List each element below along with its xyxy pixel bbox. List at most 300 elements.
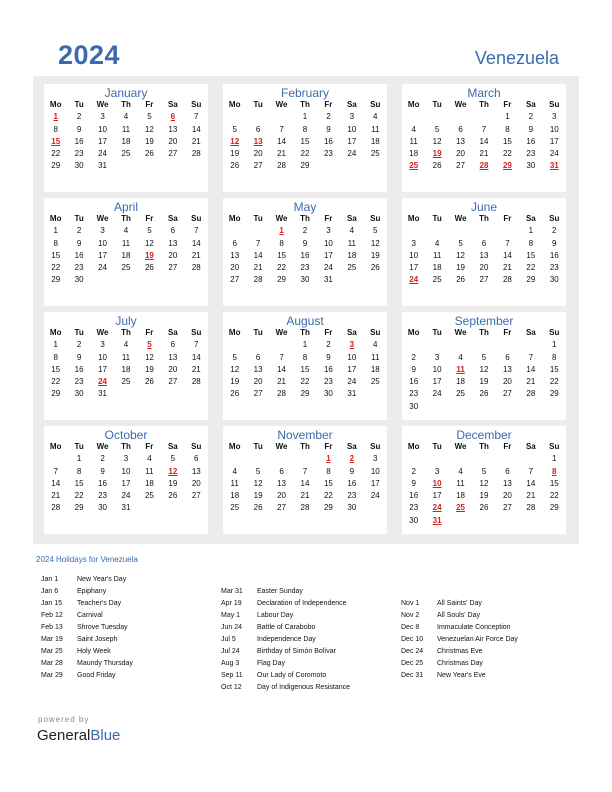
day-cell: 3 [326,226,331,236]
day-cell: 31 [347,389,357,399]
day-cell: 2 [411,466,416,476]
day-cell: 4 [232,466,237,476]
day-cell: 31 [323,275,333,285]
day-cell: 17 [370,478,380,488]
holiday-row [41,610,133,622]
weekday-header: Su [370,442,381,451]
weekday-header: Th [300,442,310,451]
holiday-row [221,598,350,610]
day-cell: 30 [74,389,84,399]
brand-part-1: General [37,727,91,744]
day-cell: 19 [168,478,178,488]
day-cell: 30 [526,161,536,171]
weekday-header: Sa [346,100,357,109]
weekday-header: Th [300,100,310,109]
day-cell: 20 [168,136,178,146]
day-cell: 17 [347,136,357,146]
day-cell: 27 [168,377,178,387]
day-cell: 20 [168,250,178,260]
weekday-header: Sa [346,328,357,337]
day-cell: 27 [456,161,466,171]
holiday-row [401,634,518,646]
holiday-date: Mar 25 [41,648,63,655]
month-days-grid [223,327,387,401]
day-cell: 30 [409,515,419,525]
holiday-row [41,574,133,586]
day-cell: 16 [323,364,333,374]
day-cell: 15 [51,250,61,260]
day-cell: 9 [349,466,355,476]
month-days-grid [402,213,566,287]
day-cell: 7 [194,340,199,350]
day-cell: 9 [302,238,308,248]
day-cell: 25 [144,491,154,501]
day-cell: 3 [100,226,105,236]
weekday-header: Th [121,214,131,223]
day-cell: 3 [373,454,378,464]
day-cell: 8 [279,238,284,248]
day-cell: 13 [230,250,240,260]
weekday-header: Mo [407,328,420,337]
holiday-name: Birthday of Simón Bolívar [257,648,336,655]
month-october [44,426,208,534]
holiday-row [41,622,133,634]
day-cell: 17 [432,491,442,501]
month-days-grid [44,213,208,287]
weekday-header: Mo [228,328,241,337]
month-days-grid [44,99,208,173]
day-cell: 21 [502,263,512,273]
day-cell: 9 [76,352,82,362]
empty-cell [270,111,293,123]
generalblue-logo[interactable] [37,727,120,744]
weekday-header: Th [479,214,489,223]
day-cell: 22 [549,377,559,387]
holiday-name: All Saints' Day [437,600,482,607]
day-cell: 4 [458,466,463,476]
day-cell: 31 [98,389,108,399]
weekday-header: Sa [525,442,536,451]
weekday-header: Fr [503,442,512,451]
day-cell: 9 [552,238,557,248]
day-cell: 17 [121,478,131,488]
empty-cell [246,225,269,237]
day-cell: 2 [100,454,105,464]
day-cell: 11 [230,478,239,488]
weekday-header: We [275,442,288,451]
holiday-day-cell: 10 [432,478,442,488]
month-november [223,426,387,534]
holiday-name: New Year's Day [77,576,127,583]
holiday-row [221,646,350,658]
weekday-header: Tu [74,214,84,223]
day-cell: 4 [147,454,152,464]
day-cell: 1 [505,112,510,122]
day-cell: 13 [168,124,178,134]
day-cell: 1 [53,226,58,236]
day-cell: 4 [349,226,355,236]
day-cell: 24 [549,149,559,159]
weekday-header: Th [121,100,131,109]
month-may [223,198,387,306]
holidays-title: 2024 Holidays for Venezuela [36,555,138,564]
weekday-header: Th [479,328,489,337]
weekday-header: Tu [432,328,442,337]
day-cell: 13 [277,478,287,488]
day-cell: 2 [528,112,534,122]
day-cell: 12 [432,136,442,146]
day-cell: 7 [279,352,284,362]
day-cell: 9 [76,238,82,248]
day-cell: 15 [277,250,287,260]
month-september [402,312,566,420]
weekday-header: We [454,328,467,337]
weekday-header: Mo [407,442,420,451]
day-cell: 24 [347,377,357,387]
day-cell: 26 [230,389,240,399]
day-cell: 9 [411,478,416,488]
day-cell: 16 [347,478,357,488]
day-cell: 20 [253,377,263,387]
day-cell: 13 [502,478,512,488]
day-cell: 29 [51,275,61,285]
day-cell: 6 [458,124,463,134]
day-cell: 19 [479,377,489,387]
day-cell: 15 [300,136,310,146]
day-cell: 5 [147,226,152,236]
day-cell: 29 [549,503,559,513]
day-cell: 18 [121,364,131,374]
day-cell: 12 [144,238,154,248]
weekday-header: Su [549,442,560,451]
holiday-name: Day of Indigenous Resistance [257,684,350,691]
day-cell: 23 [300,263,310,273]
day-cell: 4 [123,112,129,122]
weekday-header: Fr [324,328,333,337]
holiday-date: Jul 24 [221,648,240,655]
day-cell: 30 [74,161,84,171]
holiday-day-cell: 2 [349,454,355,464]
empty-cell [44,453,67,465]
weekday-header: Su [370,328,381,337]
holiday-date: Dec 24 [401,648,424,655]
month-name: June [470,200,498,214]
day-cell: 29 [323,503,333,513]
day-cell: 1 [302,340,308,350]
day-cell: 14 [191,352,201,362]
holiday-date: Apr 19 [221,600,242,607]
day-cell: 18 [347,250,357,260]
day-cell: 19 [370,250,380,260]
weekday-header: We [275,100,288,109]
day-cell: 11 [409,136,418,146]
day-cell: 30 [549,275,559,285]
weekday-header: We [275,214,288,223]
day-cell: 23 [98,491,108,501]
weekday-header: Th [121,328,131,337]
day-cell: 2 [411,352,416,362]
weekday-header: Mo [228,214,241,223]
empty-cell [425,225,448,237]
day-cell: 20 [277,491,287,501]
day-cell: 30 [300,275,310,285]
day-cell: 13 [168,238,178,248]
holiday-date: Jan 15 [41,600,63,607]
month-name: August [286,314,324,328]
day-cell: 26 [479,389,489,399]
day-cell: 3 [552,112,557,122]
weekday-header: Su [191,328,202,337]
weekday-header: Tu [253,214,263,223]
day-cell: 12 [230,364,240,374]
holiday-name: Teacher's Day [77,600,122,607]
month-name: July [115,314,137,328]
weekday-header: Sa [525,100,536,109]
weekday-header: Sa [167,100,178,109]
day-cell: 22 [300,377,310,387]
day-cell: 27 [230,275,240,285]
holiday-name: All Souls' Day [437,612,480,619]
holiday-name: Labour Day [257,612,294,619]
holiday-day-cell: 31 [432,515,442,525]
day-cell: 15 [549,478,559,488]
day-cell: 21 [526,377,536,387]
day-cell: 8 [528,238,534,248]
day-cell: 20 [230,263,240,273]
weekday-header: Fr [145,214,154,223]
day-cell: 28 [300,503,310,513]
day-cell: 5 [458,238,463,248]
day-cell: 8 [76,466,82,476]
day-cell: 1 [528,226,534,236]
day-cell: 3 [411,238,416,248]
month-days-grid [223,99,387,173]
day-cell: 10 [323,238,333,248]
day-cell: 7 [279,124,284,134]
day-cell: 9 [326,124,331,134]
day-cell: 12 [479,478,489,488]
month-name: April [113,200,138,214]
day-cell: 27 [479,275,489,285]
holiday-date: Mar 29 [41,672,63,679]
empty-cell [246,453,269,465]
day-cell: 29 [277,275,287,285]
day-cell: 27 [502,503,512,513]
day-cell: 26 [432,161,442,171]
empty-cell [246,111,269,123]
day-cell: 22 [51,149,61,159]
holiday-name: Carnival [77,612,103,619]
weekday-header: Fr [324,100,333,109]
day-cell: 11 [432,250,442,260]
day-cell: 6 [170,226,176,236]
month-days-grid [223,441,387,515]
day-cell: 16 [323,136,333,146]
day-cell: 6 [505,466,510,476]
holiday-name: Venezuelan Air Force Day [437,636,518,643]
holiday-row [401,610,518,622]
holiday-name: Christmas Day [437,660,483,667]
weekday-header: Sa [525,214,536,223]
weekday-header: Tu [74,100,84,109]
weekday-header: Sa [346,214,357,223]
weekday-header: Su [549,214,560,223]
holiday-name: Declaration of Independence [257,600,347,607]
empty-cell [270,453,293,465]
holiday-date: Feb 13 [41,624,63,631]
day-cell: 20 [253,149,263,159]
day-cell: 6 [255,124,261,134]
day-cell: 16 [549,250,559,260]
holiday-row [221,658,350,670]
day-cell: 21 [51,491,61,501]
day-cell: 24 [323,263,333,273]
day-cell: 27 [168,149,178,159]
empty-cell [223,453,246,465]
month-days-grid [402,99,566,173]
day-cell: 14 [253,250,263,260]
day-cell: 17 [98,364,108,374]
day-cell: 10 [409,250,419,260]
weekday-header: Mo [49,442,62,451]
weekday-header: Mo [407,214,420,223]
day-cell: 7 [505,238,510,248]
day-cell: 9 [100,466,105,476]
day-cell: 24 [98,149,108,159]
holiday-name: Battle of Carabobo [257,624,316,631]
day-cell: 30 [347,503,357,513]
day-cell: 26 [253,503,263,513]
day-cell: 29 [51,389,61,399]
holiday-date: Dec 31 [401,672,424,679]
weekday-header: We [454,442,467,451]
day-cell: 12 [253,478,263,488]
day-cell: 11 [371,352,380,362]
day-cell: 26 [144,263,154,273]
holiday-name: Saint Joseph [77,636,118,643]
weekday-header: Tu [74,442,84,451]
day-cell: 8 [53,124,58,134]
day-cell: 20 [168,364,178,374]
day-cell: 29 [549,389,559,399]
day-cell: 22 [549,491,559,501]
day-cell: 13 [479,250,489,260]
day-cell: 15 [549,364,559,374]
empty-cell [472,111,495,123]
day-cell: 27 [168,263,178,273]
day-cell: 14 [479,136,489,146]
day-cell: 13 [253,364,263,374]
month-february [223,84,387,192]
day-cell: 27 [253,161,263,171]
empty-cell [223,339,246,351]
day-cell: 21 [253,263,263,273]
day-cell: 25 [432,275,442,285]
day-cell: 12 [456,250,466,260]
day-cell: 8 [505,124,510,134]
day-cell: 5 [434,124,440,134]
holiday-date: Sep 11 [221,672,243,679]
day-cell: 26 [370,263,380,273]
day-cell: 7 [53,466,58,476]
day-cell: 28 [191,377,201,387]
weekday-header: Su [549,328,560,337]
day-cell: 26 [456,275,466,285]
holiday-row [221,622,350,634]
day-cell: 22 [51,263,61,273]
day-cell: 18 [432,263,442,273]
weekday-header: Mo [228,100,241,109]
day-cell: 28 [51,503,61,513]
holiday-name: Shrove Tuesday [77,624,128,631]
month-name: December [456,428,512,442]
day-cell: 18 [121,250,131,260]
weekday-header: Th [479,100,489,109]
holiday-day-cell: 25 [456,503,466,513]
holiday-day-cell: 28 [479,161,489,171]
holiday-date: Jan 1 [41,576,59,583]
month-name: May [293,200,317,214]
holiday-date: Jan 6 [41,588,59,595]
holiday-name: Immaculate Conception [437,624,511,631]
weekday-header: Mo [228,442,241,451]
weekday-header: Su [191,100,202,109]
empty-cell [223,225,246,237]
month-days-grid [44,327,208,401]
day-cell: 16 [526,136,536,146]
day-cell: 13 [502,364,512,374]
day-cell: 1 [53,340,58,350]
holiday-row [401,646,518,658]
empty-cell [449,111,472,123]
holiday-row [221,670,350,682]
holiday-day-cell: 1 [53,112,58,122]
calendar-grid [33,76,579,544]
day-cell: 6 [232,238,237,248]
day-cell: 11 [121,124,131,134]
weekday-header: We [96,328,109,337]
day-cell: 27 [502,389,512,399]
day-cell: 1 [552,340,557,350]
holiday-day-cell: 12 [168,466,178,476]
holiday-row [41,634,133,646]
day-cell: 23 [74,377,84,387]
month-december [402,426,566,534]
day-cell: 9 [528,124,534,134]
day-cell: 18 [456,491,466,501]
day-cell: 16 [98,478,108,488]
day-cell: 2 [326,112,331,122]
day-cell: 26 [230,161,240,171]
day-cell: 9 [411,364,416,374]
holiday-date: Mar 28 [41,660,63,667]
day-cell: 6 [505,352,510,362]
weekday-header: Tu [432,100,442,109]
weekday-header: Fr [145,328,154,337]
day-cell: 28 [191,263,201,273]
holiday-row [221,682,350,694]
holiday-name: Easter Sunday [257,588,303,595]
day-cell: 26 [144,377,154,387]
holiday-day-cell: 11 [456,364,465,374]
holiday-row [41,598,133,610]
weekday-header: Fr [503,328,512,337]
day-cell: 19 [230,149,240,159]
day-cell: 16 [300,250,310,260]
empty-cell [449,453,472,465]
day-cell: 25 [121,377,131,387]
day-cell: 12 [144,352,154,362]
